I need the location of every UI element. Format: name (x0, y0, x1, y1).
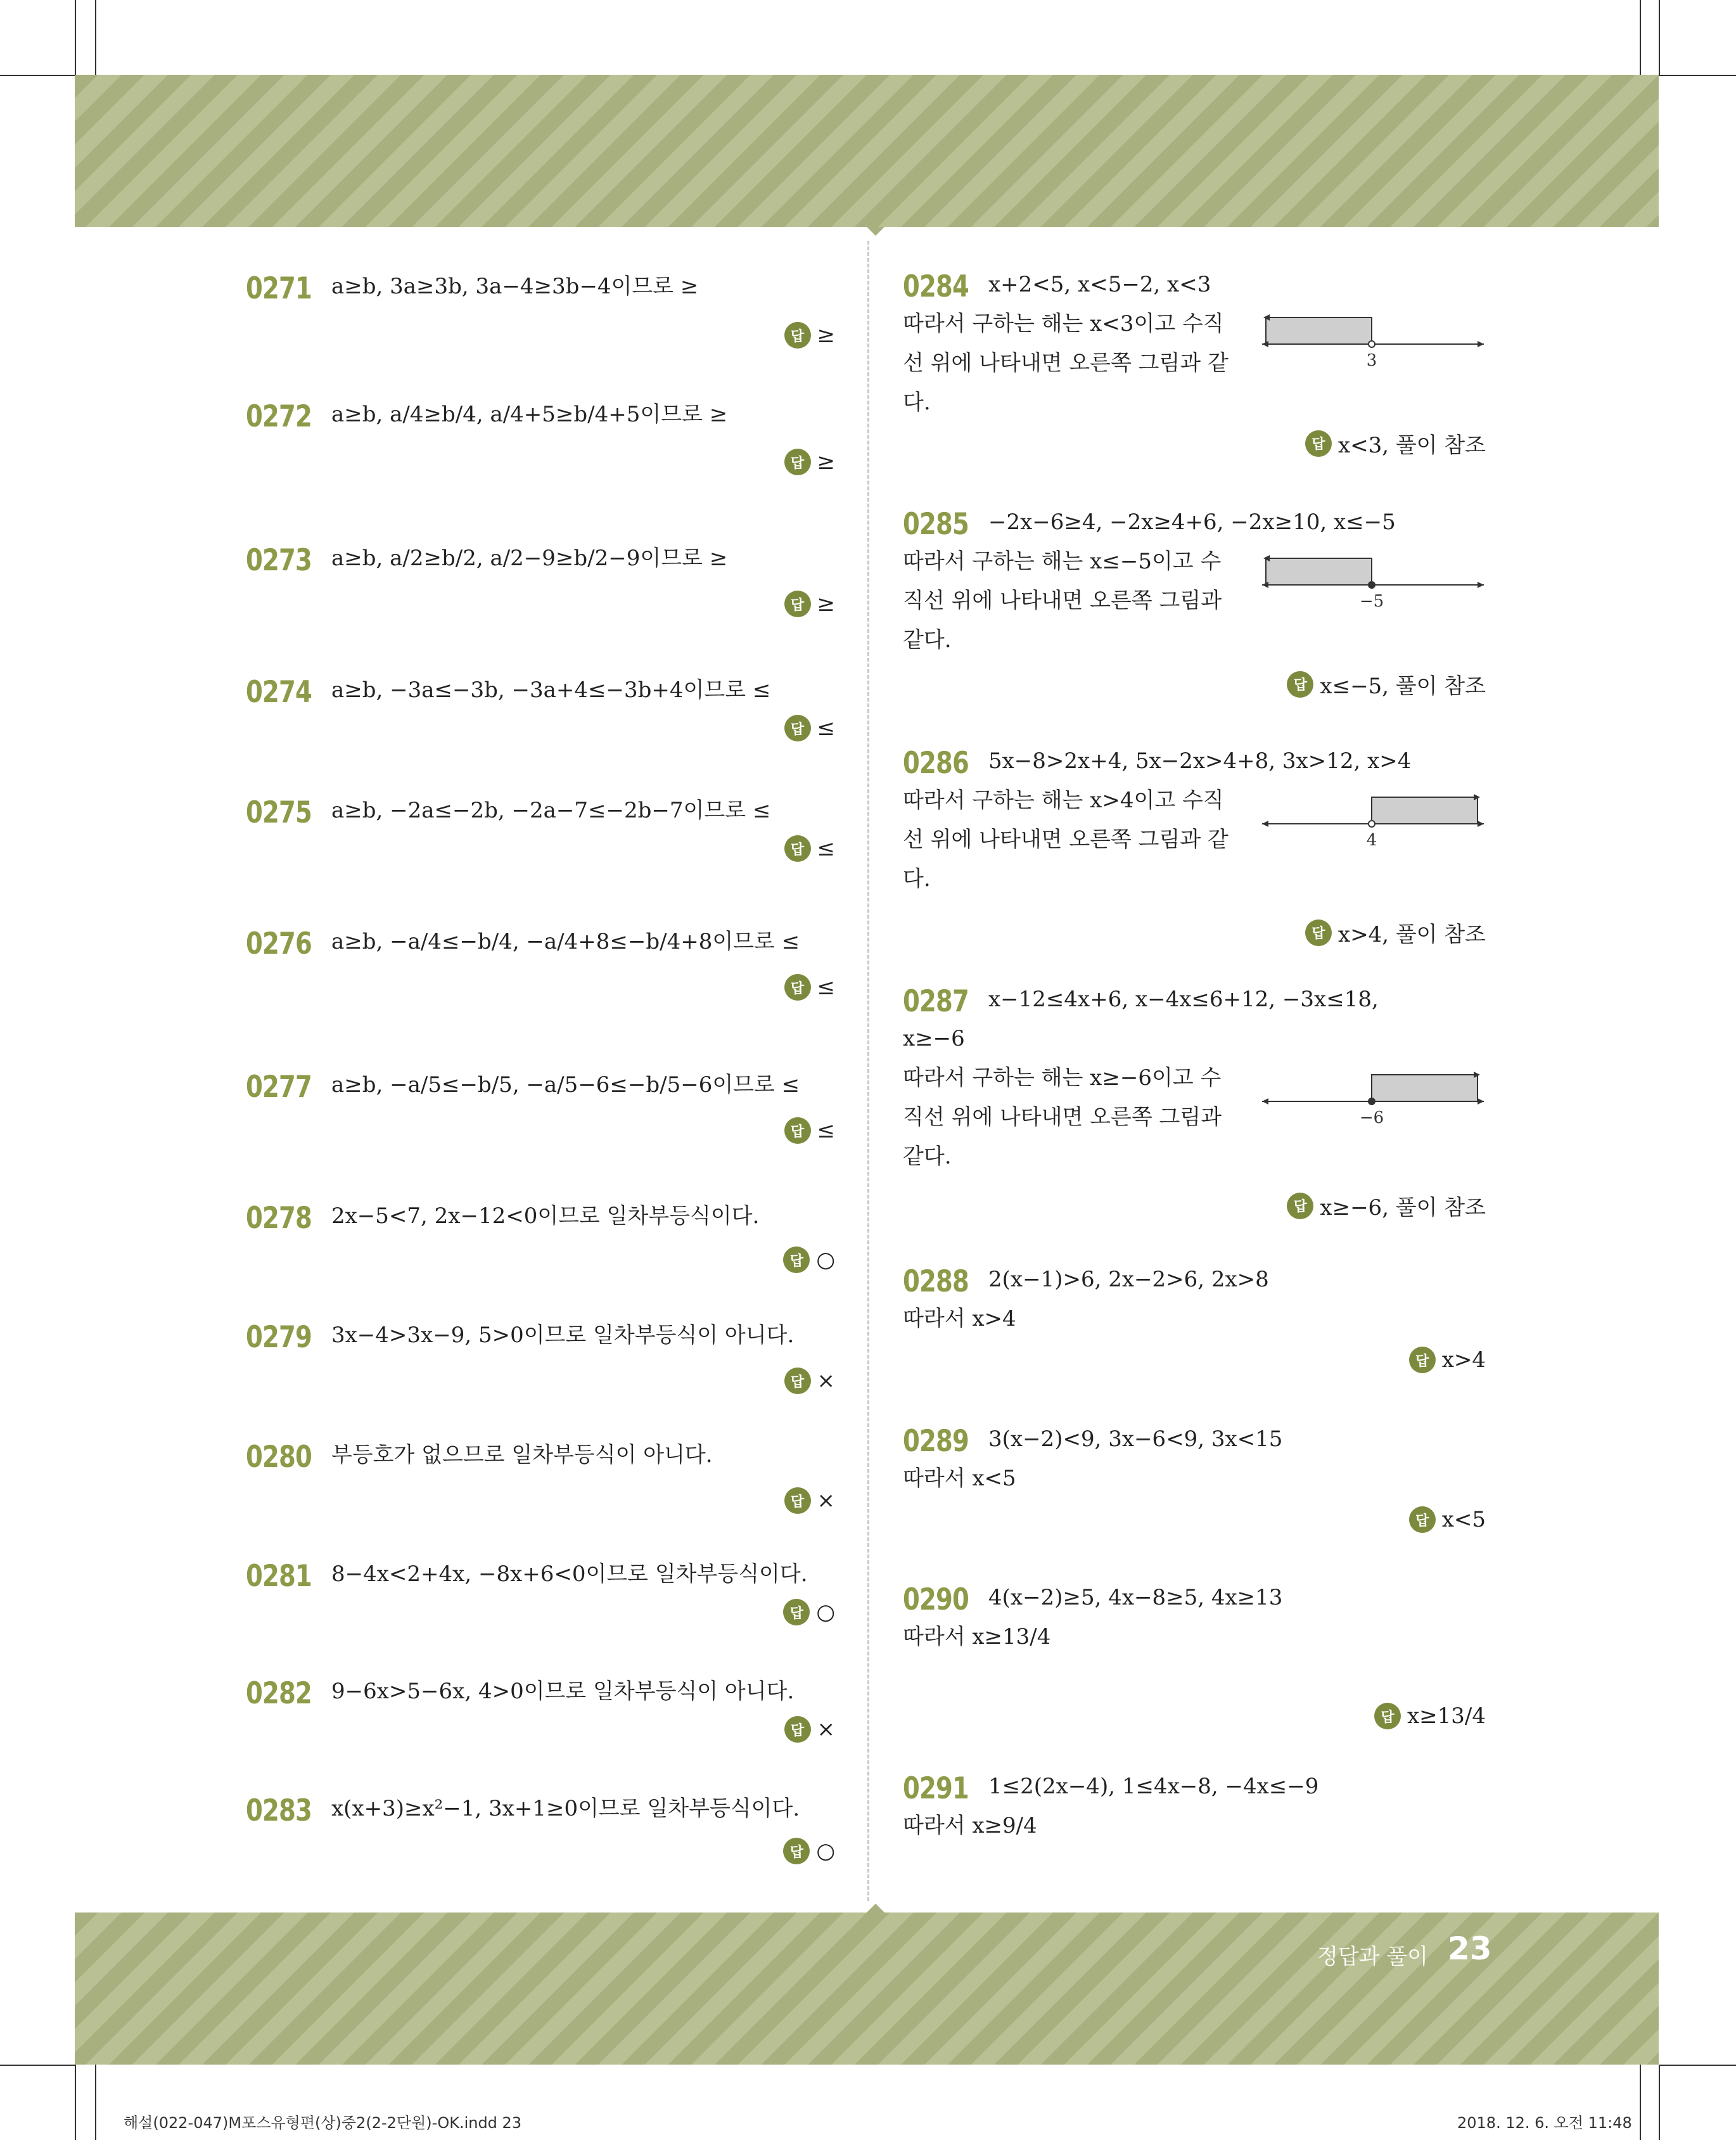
crop-mark (75, 2065, 76, 2140)
crop-mark (1640, 0, 1641, 75)
answer-value: ≥ (817, 449, 835, 475)
problem-0285 (903, 507, 1486, 735)
answer-value: × (817, 1368, 835, 1394)
problem-number: 0285 (903, 507, 969, 542)
answer-value: ≥ (817, 323, 835, 348)
boundary-point (1369, 341, 1375, 347)
solution-text: 9−6x>5−6x, 4>0이므로 일차부등식이 아니다. (331, 1679, 795, 1704)
answer (784, 974, 836, 1001)
solution-line: 다. (903, 866, 931, 892)
problem-0279 (246, 1320, 835, 1409)
answer-badge: 답 (1409, 1347, 1436, 1373)
answer (784, 835, 836, 862)
answer-value: × (817, 1717, 835, 1742)
problem-0276 (246, 926, 835, 1015)
solution-line: 따라서 구하는 해는 x≥−6이고 수 (903, 1065, 1222, 1091)
problem-0280 (246, 1440, 835, 1528)
page-number: 23 (1448, 1930, 1492, 1967)
number-line-figure (1261, 793, 1489, 850)
solution-region (1372, 797, 1478, 824)
solution-line: 따라서 x≥13/4 (903, 1624, 1051, 1650)
problem-number: 0286 (903, 746, 969, 781)
problem-number: 0287 (903, 984, 969, 1019)
problem-number: 0271 (246, 271, 312, 306)
header-notch (867, 227, 884, 236)
number-line-figure (1261, 314, 1489, 371)
solution-text: x(x+3)≥x²−1, 3x+1≥0이므로 일차부등식이다. (331, 1796, 800, 1821)
arrow-head-right (1478, 582, 1484, 588)
answer-value: ≤ (817, 836, 835, 861)
answer-badge: 답 (784, 322, 811, 349)
answer-value: x>4 (1441, 1347, 1486, 1373)
footer-notch (867, 1904, 884, 1913)
crop-mark (1659, 75, 1736, 76)
boundary-label: 3 (1366, 351, 1377, 370)
solution-line: 따라서 x<5 (903, 1466, 1016, 1491)
problem-0274 (246, 675, 835, 764)
number-line-figure (1261, 554, 1489, 612)
solution-text: a≥b, −a/5≤−b/5, −a/5−6≤−b/5−6이므로 ≤ (331, 1072, 800, 1098)
answer-badge: 답 (784, 1716, 811, 1743)
solution-line: 선 위에 나타내면 오른쪽 그림과 같 (903, 827, 1229, 852)
solution-text: a≥b, −2a≤−2b, −2a−7≤−2b−7이므로 ≤ (331, 798, 771, 823)
answer (1305, 428, 1486, 459)
answer-value: ≤ (817, 975, 835, 1000)
answer-badge: 답 (784, 1368, 811, 1394)
arrow-head-right (1478, 1098, 1484, 1105)
boundary-point (1369, 582, 1375, 588)
column-divider (867, 241, 869, 1901)
problem-0278 (246, 1201, 835, 1290)
answer-value: x≤−5, 풀이 참조 (1320, 674, 1486, 699)
arrow-head-left (1262, 1098, 1268, 1105)
answer-badge: 답 (784, 835, 811, 862)
problem-0273 (246, 543, 835, 632)
answer-value: ○ (816, 1838, 835, 1864)
boundary-label: −6 (1359, 1108, 1384, 1127)
solution-line: 같다. (903, 1144, 952, 1169)
problem-number: 0279 (246, 1320, 312, 1355)
arrow-head-right (1478, 821, 1484, 827)
crop-mark (95, 2065, 96, 2140)
problem-number: 0276 (246, 926, 312, 961)
answer-value: × (817, 1488, 835, 1513)
solution-line: 직선 위에 나타내면 오른쪽 그림과 (903, 1105, 1222, 1130)
answer (1409, 1347, 1486, 1373)
solution-line: 선 위에 나타내면 오른쪽 그림과 같 (903, 350, 1229, 376)
boundary-point (1369, 821, 1375, 827)
answer (1305, 917, 1486, 948)
problem-number: 0282 (246, 1676, 312, 1711)
problem-0272 (246, 399, 835, 488)
solution-text: 8−4x<2+4x, −8x+6<0이므로 일차부등식이다. (331, 1561, 808, 1587)
problem-0283 (246, 1793, 835, 1882)
file-info: 해설(022-047)M포스유형편(상)중2(2-2단원)-OK.indd 23 (124, 2114, 522, 2132)
answer-value: ≤ (817, 1118, 835, 1143)
answer-badge: 답 (1287, 671, 1313, 698)
crop-mark (95, 0, 96, 75)
solution-line: 따라서 x>4 (903, 1306, 1016, 1331)
answer-value: x≥−6, 풀이 참조 (1320, 1195, 1486, 1221)
solution-text: 3x−4>3x−9, 5>0이므로 일차부등식이 아니다. (331, 1323, 795, 1348)
solution-line: x−12≤4x+6, x−4x≤6+12, −3x≤18, (988, 987, 1379, 1012)
crop-mark (0, 75, 75, 76)
crop-mark (1659, 2065, 1736, 2066)
crop-mark (1640, 2065, 1641, 2140)
arrow-head-left (1262, 821, 1268, 827)
answer-value: ○ (816, 1599, 835, 1625)
problem-number: 0277 (246, 1070, 312, 1105)
problem-0282 (246, 1676, 835, 1765)
answer (1409, 1506, 1486, 1533)
answer (784, 322, 836, 349)
solution-text: a≥b, −a/4≤−b/4, −a/4+8≤−b/4+8이므로 ≤ (331, 929, 800, 954)
problem-number: 0272 (246, 399, 312, 434)
solution-line: 1≤2(2x−4), 1≤4x−8, −4x≤−9 (988, 1774, 1319, 1799)
solution-text: a≥b, −3a≤−3b, −3a+4≤−3b+4이므로 ≤ (331, 677, 771, 703)
solution-line: 3(x−2)<9, 3x−6<9, 3x<15 (988, 1426, 1283, 1452)
solution-line: x≥−6 (903, 1026, 965, 1051)
answer-value: x<5 (1441, 1507, 1486, 1532)
answer (783, 1246, 835, 1273)
problem-number: 0281 (246, 1559, 312, 1594)
answer-badge: 답 (783, 1246, 810, 1273)
solution-line: 따라서 x≥9/4 (903, 1813, 1037, 1838)
answer (1287, 1190, 1486, 1221)
answer (784, 715, 836, 741)
solution-line: 직선 위에 나타내면 오른쪽 그림과 (903, 588, 1222, 613)
crop-mark (0, 2065, 75, 2066)
crop-mark (1659, 0, 1660, 75)
solution-text: 2x−5<7, 2x−12<0이므로 일차부등식이다. (331, 1203, 760, 1229)
answer-badge: 답 (783, 1599, 810, 1625)
answer (784, 1716, 836, 1743)
boundary-label: −5 (1359, 592, 1384, 611)
answer-badge: 답 (784, 1487, 811, 1514)
footer-title: 정답과 풀이 (1317, 1944, 1428, 1970)
answer-value: ○ (816, 1247, 835, 1272)
problem-number: 0291 (903, 1771, 969, 1806)
problem-0284 (903, 269, 1486, 497)
solution-region (1266, 558, 1372, 585)
problem-number: 0280 (246, 1440, 312, 1475)
solution-line: 따라서 구하는 해는 x≤−5이고 수 (903, 549, 1222, 574)
answer (1374, 1703, 1486, 1729)
problem-0277 (246, 1070, 835, 1158)
answer-value: x<3, 풀이 참조 (1337, 433, 1486, 458)
solution-line: 다. (903, 390, 931, 415)
answer (1287, 669, 1486, 700)
solution-line: 따라서 구하는 해는 x>4이고 수직 (903, 788, 1224, 813)
problem-number: 0274 (246, 675, 312, 710)
answer-badge: 답 (784, 449, 811, 475)
answer (783, 1838, 835, 1864)
answer-value: x≥13/4 (1407, 1703, 1486, 1729)
answer (783, 1599, 835, 1625)
solution-line: 5x−8>2x+4, 5x−2x>4+8, 3x>12, x>4 (988, 748, 1412, 774)
problem-number: 0290 (903, 1582, 969, 1617)
answer-badge: 답 (784, 591, 811, 617)
problem-number: 0289 (903, 1424, 969, 1459)
solution-region (1372, 1075, 1478, 1101)
answer-value: x>4, 풀이 참조 (1337, 922, 1486, 947)
answer-badge: 답 (784, 1117, 811, 1144)
problem-0291 (903, 1771, 1486, 1999)
answer (784, 1117, 836, 1144)
solution-line: 4(x−2)≥5, 4x−8≥5, 4x≥13 (988, 1585, 1283, 1610)
answer-badge: 답 (1374, 1703, 1401, 1729)
answer (784, 591, 836, 617)
answer (784, 1487, 836, 1514)
solution-line: 2(x−1)>6, 2x−2>6, 2x>8 (988, 1267, 1269, 1292)
answer-badge: 답 (784, 715, 811, 741)
answer (784, 449, 836, 475)
answer-badge: 답 (783, 1838, 810, 1864)
solution-line: x+2<5, x<5−2, x<3 (988, 272, 1211, 297)
problem-number: 0275 (246, 795, 312, 830)
solution-text: a≥b, a/4≥b/4, a/4+5≥b/4+5이므로 ≥ (331, 402, 728, 427)
problem-number: 0283 (246, 1793, 312, 1828)
solution-text: a≥b, a/2≥b/2, a/2−9≥b/2−9이므로 ≥ (331, 546, 728, 571)
answer-value: ≥ (817, 591, 835, 617)
problem-0286 (903, 746, 1486, 974)
answer-badge: 답 (1287, 1193, 1313, 1219)
number-line-figure (1261, 1071, 1489, 1128)
answer-badge: 답 (1305, 919, 1332, 946)
crop-mark (75, 0, 76, 75)
problem-0271 (246, 271, 835, 360)
solution-line: −2x−6≥4, −2x≥4+6, −2x≥10, x≤−5 (988, 509, 1396, 535)
problem-number: 0278 (246, 1201, 312, 1236)
problem-number: 0284 (903, 269, 969, 304)
answer-badge: 답 (784, 974, 811, 1001)
answer-badge: 답 (1409, 1506, 1436, 1533)
solution-text: 부등호가 없으므로 일차부등식이 아니다. (331, 1442, 713, 1468)
crop-mark (1659, 2065, 1660, 2140)
answer-badge: 답 (1305, 430, 1332, 457)
boundary-point (1369, 1098, 1375, 1105)
solution-region (1266, 317, 1372, 344)
answer (784, 1368, 836, 1394)
header-banner (75, 75, 1659, 227)
problem-number: 0273 (246, 543, 312, 578)
problem-0275 (246, 795, 835, 884)
problem-number: 0288 (903, 1264, 969, 1299)
answer-value: ≤ (817, 715, 835, 741)
print-timestamp: 2018. 12. 6. 오전 11:48 (1457, 2114, 1632, 2132)
problem-0281 (246, 1559, 835, 1648)
arrow-head-right (1478, 341, 1484, 347)
solution-line: 따라서 구하는 해는 x<3이고 수직 (903, 311, 1224, 336)
solution-text: a≥b, 3a≥3b, 3a−4≥3b−4이므로 ≥ (331, 274, 699, 299)
boundary-label: 4 (1366, 831, 1377, 850)
solution-line: 같다. (903, 627, 952, 653)
